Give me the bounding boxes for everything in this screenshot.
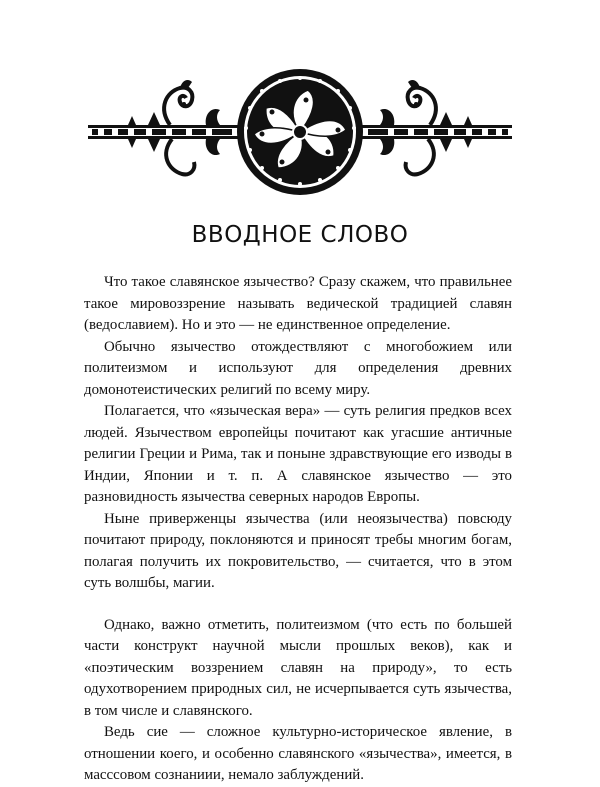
ornament-header	[88, 68, 512, 196]
paragraph: Обычно язычество отождествляют с многобожием или политеизмом и используют для определения древних домонотеистических религий по всему миру.	[84, 338, 512, 398]
paragraph: Полагается, что «языческая вера» — суть религия предков всех людей. Язычеством европейцы почитают как угасшие античные религии Греции и Рима, так и поныне здравствующие его изводы в Индии, Японии и т. п. А славянское язычество — это разновидность язычества северных народов Европы.	[84, 403, 512, 505]
paragraph: Однако, важно отметить, политеизмом (что есть по большей части конструкт научной мысли прошлых веков), как и «поэтическим воззрением славян на природу», то есть одухотворением природных сил, не исчерпывается суть язычества, в том числе и славянского.	[84, 616, 512, 719]
body-text	[84, 272, 512, 787]
paragraph: Что такое славянское язычество? Сразу скажем, что правильнее такое мировоззрение называть ведической традицией славян (ведославием). Но и это — не единственное определение.	[84, 274, 512, 333]
page-title: ВВОДНОЕ СЛОВО	[191, 222, 409, 248]
paragraph: Ныне приверженцы язычества (или неоязычества) повсюду почитают природу, поклоняются и приносят требы многим богам, полагая получить их покровительство, — считается, что в этом суть волшбы, магии.	[84, 510, 512, 591]
slavic-sun-wheel-icon	[88, 69, 512, 195]
paragraph: Ведь сие — сложное культурно-историческое явление, в отношении коего, и особенно славянского «язычества», имеется, в масссовом сознаниии, немало заблуждений.	[84, 724, 512, 783]
